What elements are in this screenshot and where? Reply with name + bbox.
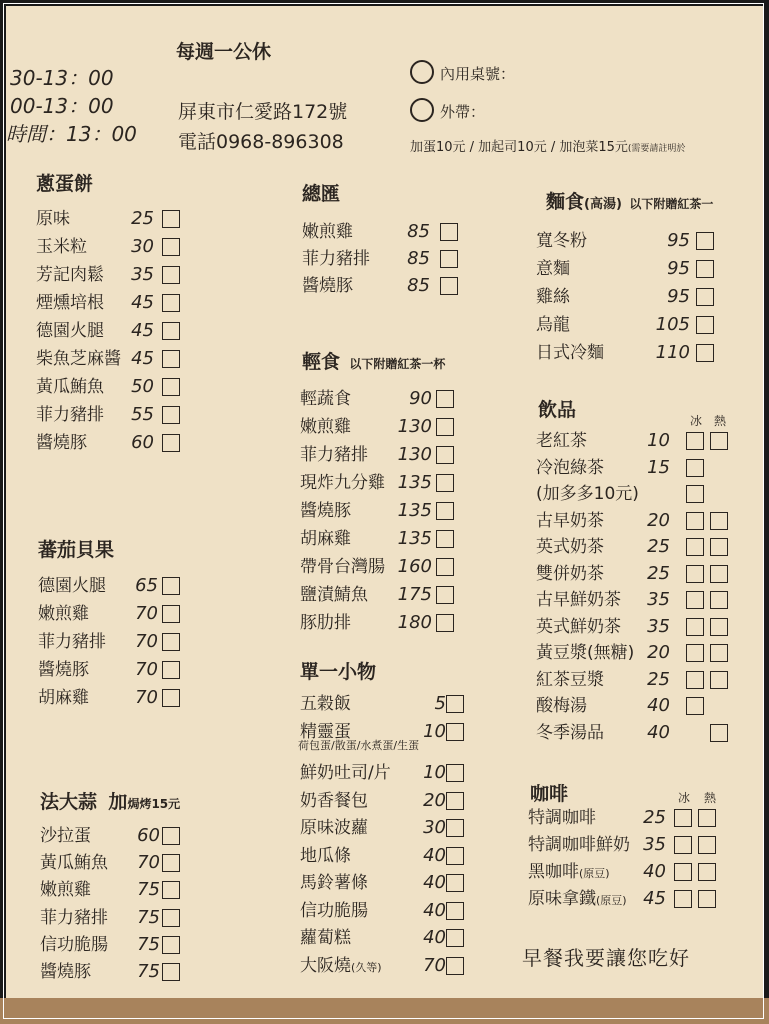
menu-item-price: 135 xyxy=(397,528,432,549)
menu-item-name: 嫩煎雞 xyxy=(40,880,91,901)
menu-item-name: 帶骨台灣腸 xyxy=(300,557,385,577)
menu-item-price: 95 xyxy=(667,258,690,279)
menu-item-price: 40 xyxy=(423,927,446,948)
menu-item-name: 老紅茶 xyxy=(536,431,587,451)
menu-item-price: 25 xyxy=(647,562,670,584)
menu-item-price: 45 xyxy=(643,888,666,909)
order-checkbox[interactable] xyxy=(162,854,180,872)
menu-item-name: 沙拉蛋 xyxy=(40,826,91,846)
menu-item-price: 70 xyxy=(135,603,158,624)
menu-item-name: 菲力豬排 xyxy=(36,405,104,425)
menu-item-name: 黑咖啡(原豆) xyxy=(528,862,610,882)
order-checkbox[interactable] xyxy=(446,723,464,741)
menu-item-name: 古早鮮奶茶 xyxy=(536,590,621,610)
order-checkbox[interactable] xyxy=(162,881,180,899)
menu-item-price: 55 xyxy=(131,404,154,425)
order-checkbox[interactable] xyxy=(162,378,180,396)
drinks-cold-label: 冰 xyxy=(690,414,703,428)
menu-item-price: 45 xyxy=(131,292,154,313)
coffee-cold-label: 冰 xyxy=(678,791,691,805)
menu-item-name: 黃瓜鮪魚 xyxy=(40,853,108,874)
egg-style-note: 荷包蛋/散蛋/水煮蛋/生蛋 xyxy=(298,739,420,752)
menu-item-name: 精靈蛋 xyxy=(300,721,351,742)
order-checkbox[interactable] xyxy=(686,671,704,689)
menu-item-name: 意麵 xyxy=(536,259,570,279)
menu-item-price: 10 xyxy=(423,720,446,742)
addons-line xyxy=(410,138,685,159)
order-checkbox[interactable] xyxy=(440,277,458,295)
menu-item-name: 嫩煎雞 xyxy=(300,417,351,437)
order-checkbox[interactable] xyxy=(696,288,714,306)
section-title-bagel: 蕃茄貝果 xyxy=(38,539,115,561)
order-checkbox[interactable] xyxy=(686,644,704,662)
order-checkbox[interactable] xyxy=(698,836,716,854)
order-checkbox[interactable] xyxy=(162,605,180,623)
menu-item-price: 75 xyxy=(137,906,160,928)
menu-item-price: 70 xyxy=(423,954,446,976)
order-checkbox[interactable] xyxy=(696,260,714,278)
menu-paper xyxy=(6,6,763,998)
order-checkbox[interactable] xyxy=(436,418,454,436)
order-checkbox[interactable] xyxy=(686,697,704,715)
order-checkbox[interactable] xyxy=(436,530,454,548)
menu-item-name: 蘿蔔糕 xyxy=(300,928,351,948)
section-title-scallion: 蔥蛋餅 xyxy=(36,173,94,195)
menu-item-price: 175 xyxy=(397,584,432,605)
order-checkbox[interactable] xyxy=(162,434,180,452)
menu-item-price: 70 xyxy=(135,687,158,708)
menu-item-name: 冬季湯品 xyxy=(536,722,604,743)
menu-item-price: 40 xyxy=(647,721,670,743)
menu-item-price: 20 xyxy=(647,642,670,663)
menu-item-name: 紅茶豆漿 xyxy=(536,669,604,690)
menu-item-name: 鹽漬鯖魚 xyxy=(300,585,368,605)
menu-item-price: 75 xyxy=(137,879,160,901)
menu-item-name: 雞絲 xyxy=(536,287,570,307)
menu-item-name: 現炸九分雞 xyxy=(300,473,385,493)
menu-item-name: 五穀飯 xyxy=(300,694,351,714)
order-checkbox[interactable] xyxy=(686,618,704,636)
noodles-note: 以下附贈紅茶一 xyxy=(629,197,714,211)
order-checkbox[interactable] xyxy=(710,512,728,530)
menu-item-name: 日式冷麵 xyxy=(536,343,604,363)
menu-item-name: 菲力豬排 xyxy=(38,632,106,652)
menu-item-price: 40 xyxy=(647,695,670,716)
section-title-coffee: 咖啡 xyxy=(530,783,569,805)
order-checkbox[interactable] xyxy=(696,344,714,362)
menu-item-name: 奶香餐包 xyxy=(300,790,368,811)
menu-item-price: 85 xyxy=(407,248,430,269)
menu-item-price: 30 xyxy=(131,236,154,257)
section-title-light-wrap xyxy=(302,352,445,374)
addons-text: 加蛋10元 / 加起司10元 / 加泡菜15元 xyxy=(410,140,628,155)
menu-item-price: 25 xyxy=(647,536,670,557)
order-checkbox[interactable] xyxy=(696,232,714,250)
menu-item-price: 20 xyxy=(423,789,446,811)
order-checkbox[interactable] xyxy=(162,406,180,424)
order-checkbox[interactable] xyxy=(162,350,180,368)
menu-item-name: 德園火腿 xyxy=(38,576,106,596)
menu-item-name: 菲力豬排 xyxy=(40,907,108,928)
order-checkbox[interactable] xyxy=(446,957,464,975)
drinks-hot-label: 熱 xyxy=(714,414,727,428)
menu-item-price: 25 xyxy=(643,807,666,828)
menu-item-price: 40 xyxy=(423,872,446,893)
order-checkbox[interactable] xyxy=(446,695,464,713)
garlic-add-label: 加 xyxy=(108,791,128,813)
menu-item-name: 特調咖啡鮮奶 xyxy=(528,835,630,855)
closed-notice: 每週一公休 xyxy=(176,41,272,63)
menu-item-name: 原味 xyxy=(36,209,70,229)
menu-item-name: 輕蔬食 xyxy=(300,389,351,409)
section-title-noodles-wrap xyxy=(546,192,713,215)
menu-item-name: 嫩煎雞 xyxy=(38,604,89,624)
dine-in-circle[interactable] xyxy=(410,60,434,84)
menu-item-name: 柴魚芝麻醬 xyxy=(36,349,121,369)
menu-item-note: (原豆) xyxy=(596,894,627,907)
menu-item-name: 胡麻雞 xyxy=(300,529,351,549)
menu-item-price: 60 xyxy=(137,825,160,846)
order-checkbox[interactable] xyxy=(674,836,692,854)
takeout-circle[interactable] xyxy=(410,98,434,122)
menu-item-name: 醬燒豚 xyxy=(36,433,87,453)
section-title-light: 輕食 xyxy=(302,351,341,373)
order-checkbox[interactable] xyxy=(440,250,458,268)
order-checkbox[interactable] xyxy=(162,661,180,679)
order-checkbox[interactable] xyxy=(710,538,728,556)
menu-item-name: 豚肋排 xyxy=(300,613,351,633)
menu-item-price: 65 xyxy=(135,575,158,596)
order-checkbox[interactable] xyxy=(162,633,180,651)
order-checkbox[interactable] xyxy=(710,644,728,662)
menu-item-name: 信功脆腸 xyxy=(40,934,108,955)
menu-item-price: 90 xyxy=(409,388,432,409)
section-title-noodles: 麵食 xyxy=(546,191,585,213)
order-checkbox[interactable] xyxy=(446,764,464,782)
phone: 電話0968-896308 xyxy=(178,131,344,153)
section-title-garlic-wrap xyxy=(40,792,180,814)
order-checkbox[interactable] xyxy=(446,929,464,947)
menu-item-price: 35 xyxy=(647,589,670,610)
menu-item-name: 鮮奶吐司/片 xyxy=(300,763,391,783)
menu-item-name: 烏龍 xyxy=(536,315,570,335)
menu-item-price: 15 xyxy=(647,456,670,478)
menu-item-price: 35 xyxy=(131,264,154,285)
menu-item-price: 75 xyxy=(137,961,160,982)
section-title-drinks: 飲品 xyxy=(538,399,577,421)
address: 屏東市仁愛路172號 xyxy=(178,101,348,123)
menu-item-price: 135 xyxy=(397,472,432,493)
section-title-combo: 總匯 xyxy=(302,183,341,205)
order-checkbox[interactable] xyxy=(686,432,704,450)
order-checkbox[interactable] xyxy=(436,614,454,632)
menu-item-name: 寬冬粉 xyxy=(536,231,587,251)
menu-item-price: 70 xyxy=(137,852,160,874)
menu-item-name: 信功脆腸 xyxy=(300,900,368,921)
hours-line-3: 時間：13：00 xyxy=(6,122,137,146)
menu-item-name: 原味拿鐵(原豆) xyxy=(528,889,627,909)
order-checkbox[interactable] xyxy=(686,485,704,503)
menu-item-name: 黃豆漿(無糖) xyxy=(536,643,635,663)
menu-item-name: 地瓜條 xyxy=(300,845,351,866)
order-checkbox[interactable] xyxy=(686,538,704,556)
menu-item-price: 130 xyxy=(397,444,432,465)
menu-item-name: 大阪燒(久等) xyxy=(300,955,382,976)
menu-item-name: 雙併奶茶 xyxy=(536,563,604,584)
order-checkbox[interactable] xyxy=(162,963,180,981)
menu-item-name: 德園火腿 xyxy=(36,321,104,341)
menu-item-price: 25 xyxy=(647,668,670,690)
menu-item-price: 10 xyxy=(423,762,446,783)
menu-item-price: 95 xyxy=(667,286,690,307)
menu-item-name: 玉米粒 xyxy=(36,237,87,257)
order-checkbox[interactable] xyxy=(162,909,180,927)
menu-item-name: 醬燒豚 xyxy=(300,501,351,521)
menu-item-name: 菲力豬排 xyxy=(300,445,368,465)
menu-item-price: 20 xyxy=(647,509,670,531)
order-checkbox[interactable] xyxy=(710,618,728,636)
menu-item-price: 45 xyxy=(131,348,154,369)
menu-item-name: 煙燻培根 xyxy=(36,293,104,313)
order-checkbox[interactable] xyxy=(674,890,692,908)
order-checkbox[interactable] xyxy=(710,724,728,742)
menu-item-price: 40 xyxy=(423,844,446,866)
menu-item-price: 10 xyxy=(647,430,670,451)
menu-item-price: 50 xyxy=(131,376,154,397)
menu-item-price: 180 xyxy=(397,612,432,633)
order-checkbox[interactable] xyxy=(686,512,704,530)
order-checkbox[interactable] xyxy=(162,294,180,312)
menu-item-name: 馬鈴薯條 xyxy=(300,873,368,893)
menu-item-price: 70 xyxy=(135,659,158,680)
order-checkbox[interactable] xyxy=(698,863,716,881)
order-checkbox[interactable] xyxy=(162,577,180,595)
hours-line-1: 30-13：00 xyxy=(10,66,114,90)
menu-item-price: 160 xyxy=(397,556,432,577)
hours-line-2: 00-13：00 xyxy=(10,94,114,118)
order-checkbox[interactable] xyxy=(162,266,180,284)
dine-in-label: 內用桌號： xyxy=(440,65,516,83)
order-checkbox[interactable] xyxy=(686,565,704,583)
menu-item-price: 35 xyxy=(643,834,666,855)
order-checkbox[interactable] xyxy=(162,936,180,954)
menu-item-price: 30 xyxy=(423,817,446,838)
menu-item-price: 85 xyxy=(407,221,430,242)
menu-item-name: 嫩煎雞 xyxy=(302,222,353,242)
takeout-label: 外帶： xyxy=(440,103,486,121)
menu-item-price: 45 xyxy=(131,320,154,341)
order-checkbox[interactable] xyxy=(698,890,716,908)
order-checkbox[interactable] xyxy=(446,874,464,892)
section-title-single: 單一小物 xyxy=(300,661,377,683)
menu-item-price: 25 xyxy=(131,208,154,229)
menu-item-name: 黃瓜鮪魚 xyxy=(36,377,104,397)
coffee-hot-label: 熱 xyxy=(704,791,717,805)
menu-item-price: 110 xyxy=(655,342,690,363)
menu-item-name: 英式鮮奶茶 xyxy=(536,616,621,637)
order-checkbox[interactable] xyxy=(698,809,716,827)
light-note: 以下附贈紅茶一杯 xyxy=(349,357,446,371)
order-checkbox[interactable] xyxy=(436,446,454,464)
menu-item-price: 70 xyxy=(135,631,158,652)
menu-item-name: 醬燒豚 xyxy=(38,660,89,680)
menu-item-price: 105 xyxy=(655,314,690,335)
order-checkbox[interactable] xyxy=(674,809,692,827)
order-checkbox[interactable] xyxy=(710,565,728,583)
menu-item-name: 特調咖啡 xyxy=(528,808,596,828)
menu-item-price: 135 xyxy=(397,500,432,521)
addons-note: (需要請註明於 xyxy=(627,144,686,154)
menu-item-note: (久等) xyxy=(351,960,382,974)
order-checkbox[interactable] xyxy=(710,432,728,450)
menu-item-name: 原味波蘿 xyxy=(300,818,368,838)
menu-item-name: 冷泡綠茶 xyxy=(536,457,604,478)
menu-item-price: 40 xyxy=(643,861,666,882)
menu-item-price: 35 xyxy=(647,615,670,637)
menu-item-note: (原豆) xyxy=(579,867,610,880)
menu-item-price: 5 xyxy=(434,693,446,714)
order-checkbox[interactable] xyxy=(446,847,464,865)
menu-item-price: 130 xyxy=(397,416,432,437)
menu-item-name: 菲力豬排 xyxy=(302,249,370,269)
noodles-sub: (高湯) xyxy=(584,197,622,212)
order-checkbox[interactable] xyxy=(436,474,454,492)
order-checkbox[interactable] xyxy=(162,689,180,707)
order-checkbox[interactable] xyxy=(162,827,180,845)
menu-item-name: 胡麻雞 xyxy=(38,688,89,708)
garlic-add-note: 焗烤15元 xyxy=(127,797,181,811)
menu-item-price: 95 xyxy=(667,230,690,251)
order-checkbox[interactable] xyxy=(686,591,704,609)
table-surface xyxy=(0,998,769,1024)
footer-slogan: 早餐我要讓您吃好 xyxy=(522,946,690,970)
order-checkbox[interactable] xyxy=(440,223,458,241)
order-checkbox[interactable] xyxy=(446,902,464,920)
order-checkbox[interactable] xyxy=(710,671,728,689)
order-checkbox[interactable] xyxy=(686,459,704,477)
menu-item-name: 英式奶茶 xyxy=(536,537,604,557)
menu-item-name: 芳記肉鬆 xyxy=(36,265,104,285)
order-checkbox[interactable] xyxy=(710,591,728,609)
order-checkbox[interactable] xyxy=(436,502,454,520)
order-checkbox[interactable] xyxy=(446,792,464,810)
section-title-garlic: 法大蒜 xyxy=(40,791,98,813)
order-checkbox[interactable] xyxy=(674,863,692,881)
menu-item-price: 85 xyxy=(407,275,430,296)
order-checkbox[interactable] xyxy=(162,210,180,228)
order-checkbox[interactable] xyxy=(162,238,180,256)
order-checkbox[interactable] xyxy=(446,819,464,837)
menu-item-name: 古早奶茶 xyxy=(536,510,604,531)
order-checkbox[interactable] xyxy=(696,316,714,334)
order-checkbox[interactable] xyxy=(436,558,454,576)
order-checkbox[interactable] xyxy=(436,586,454,604)
menu-item-price: 40 xyxy=(423,899,446,921)
menu-item-name: (加多多10元) xyxy=(536,484,639,504)
menu-item-name: 醬燒豚 xyxy=(40,962,91,982)
order-checkbox[interactable] xyxy=(436,390,454,408)
menu-item-name: 醬燒豚 xyxy=(302,276,353,296)
menu-item-price: 60 xyxy=(131,432,154,453)
menu-item-name: 酸梅湯 xyxy=(536,696,587,716)
menu-item-price: 75 xyxy=(137,933,160,955)
order-checkbox[interactable] xyxy=(162,322,180,340)
